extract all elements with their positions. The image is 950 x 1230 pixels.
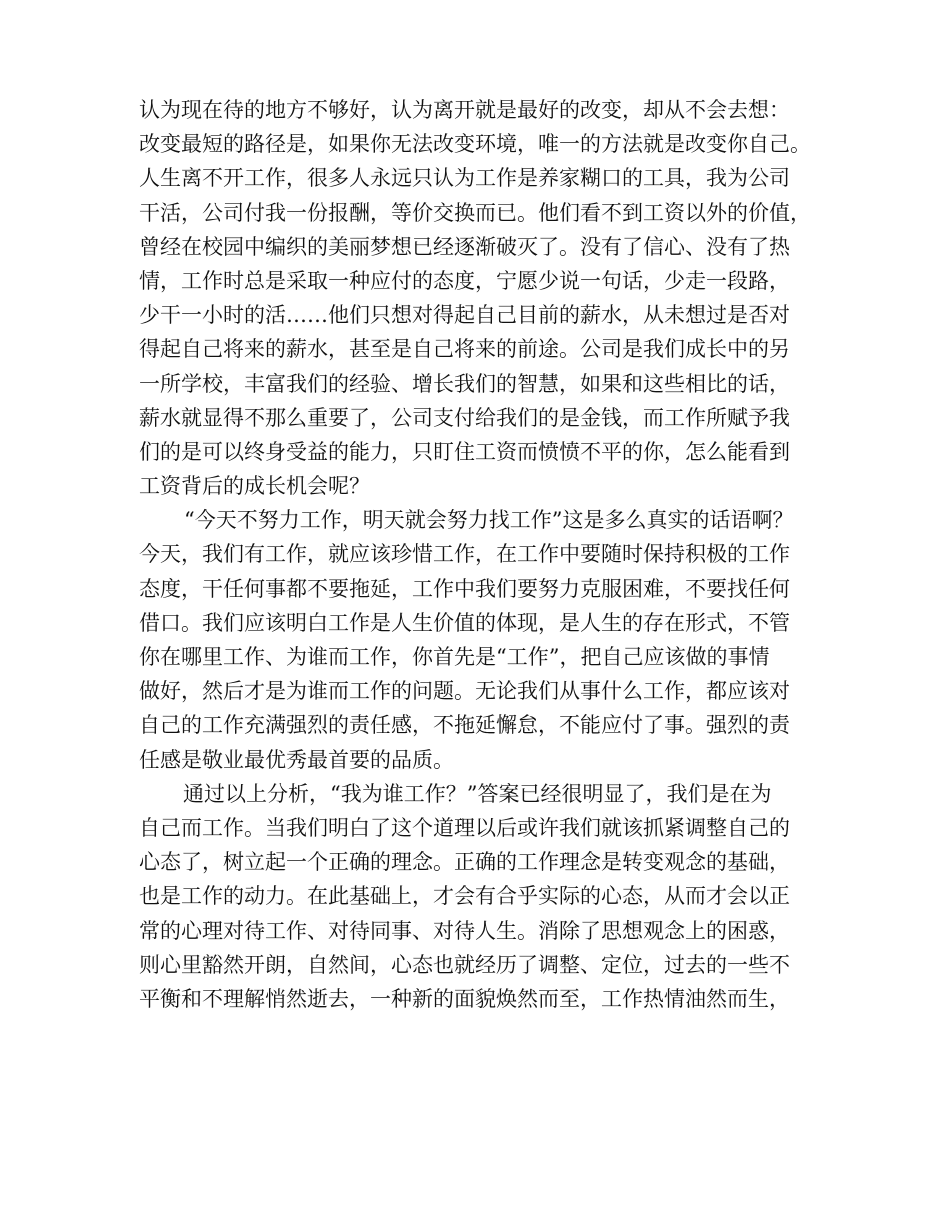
text-line: “今天不努力工作，明天就会努力找工作”这是多么真实的话语啊？ xyxy=(184,508,794,533)
text-line: 常的心理对待工作、对待同事、对待人生。消除了思想观念上的困惑， xyxy=(139,918,790,943)
text-line: 今天，我们有工作，就应该珍惜工作，在工作中要随时保持积极的工作 xyxy=(139,542,790,567)
text-line: 们的是可以终身受益的能力，只盯住工资而愤愤不平的你，怎么能看到 xyxy=(139,439,790,464)
text-line: 认为现在待的地方不够好，认为离开就是最好的改变，却从不会去想： xyxy=(139,98,790,122)
paragraph-1 xyxy=(139,93,829,503)
text-line: 一所学校，丰富我们的经验、增长我们的智慧，如果和这些相比的话， xyxy=(139,371,790,396)
text-line: 态度，干任何事都不要拖延，工作中我们要努力克服困难，不要找任何 xyxy=(139,576,790,601)
text-line: 自己而工作。当我们明白了这个道理以后或许我们就该抓紧调整自己的 xyxy=(139,815,790,840)
text-line: 人生离不开工作，很多人永远只认为工作是养家糊口的工具，我为公司 xyxy=(139,166,790,191)
text-line: 改变最短的路径是，如果你无法改变环境，唯一的方法就是改变你自己。 xyxy=(139,132,811,157)
text-line: 也是工作的动力。在此基础上，才会有合乎实际的心态，从而才会以正 xyxy=(139,884,790,909)
text-line: 干活，公司付我一份报酬，等价交换而已。他们看不到工资以外的价值， xyxy=(139,200,811,225)
text-line: 少干一小时的活……他们只想对得起自己目前的薪水，从未想过是否对 xyxy=(139,303,790,328)
text-line: 薪水就显得不那么重要了，公司支付给我们的是金钱，而工作所赋予我 xyxy=(139,405,790,430)
text-line: 情，工作时总是采取一种应付的态度，宁愿少说一句话，少走一段路， xyxy=(139,268,790,293)
text-line: 通过以上分析，“我为谁工作？”答案已经很明显了，我们是在为 xyxy=(183,781,772,806)
paragraph-3 xyxy=(139,777,829,1016)
text-line: 自己的工作充满强烈的责任感，不拖延懈怠，不能应付了事。强烈的责 xyxy=(139,713,790,738)
document-body xyxy=(139,93,829,1016)
text-line: 任感是敬业最优秀最首要的品质。 xyxy=(139,747,454,772)
text-line: 借口。我们应该明白工作是人生价值的体现，是人生的存在形式，不管 xyxy=(139,610,790,635)
text-line: 平衡和不理解悄然逝去，一种新的面貌焕然而至，工作热情油然而生， xyxy=(139,986,790,1011)
text-line: 曾经在校园中编织的美丽梦想已经逐渐破灭了。没有了信心、没有了热 xyxy=(139,234,790,259)
text-line: 你在哪里工作、为谁而工作，你首先是“工作”，把自己应该做的事情 xyxy=(139,645,770,669)
text-line: 做好，然后才是为谁而工作的问题。无论我们从事什么工作，都应该对 xyxy=(139,679,790,704)
text-line: 得起自己将来的薪水，甚至是自己将来的前途。公司是我们成长中的另 xyxy=(139,337,790,362)
text-line: 工资背后的成长机会呢？ xyxy=(139,474,370,499)
text-line: 则心里豁然开朗，自然间，心态也就经历了调整、定位，过去的一些不 xyxy=(139,952,790,977)
text-line: 心态了，树立起一个正确的理念。正确的工作理念是转变观念的基础， xyxy=(139,850,790,875)
paragraph-2 xyxy=(139,503,829,777)
